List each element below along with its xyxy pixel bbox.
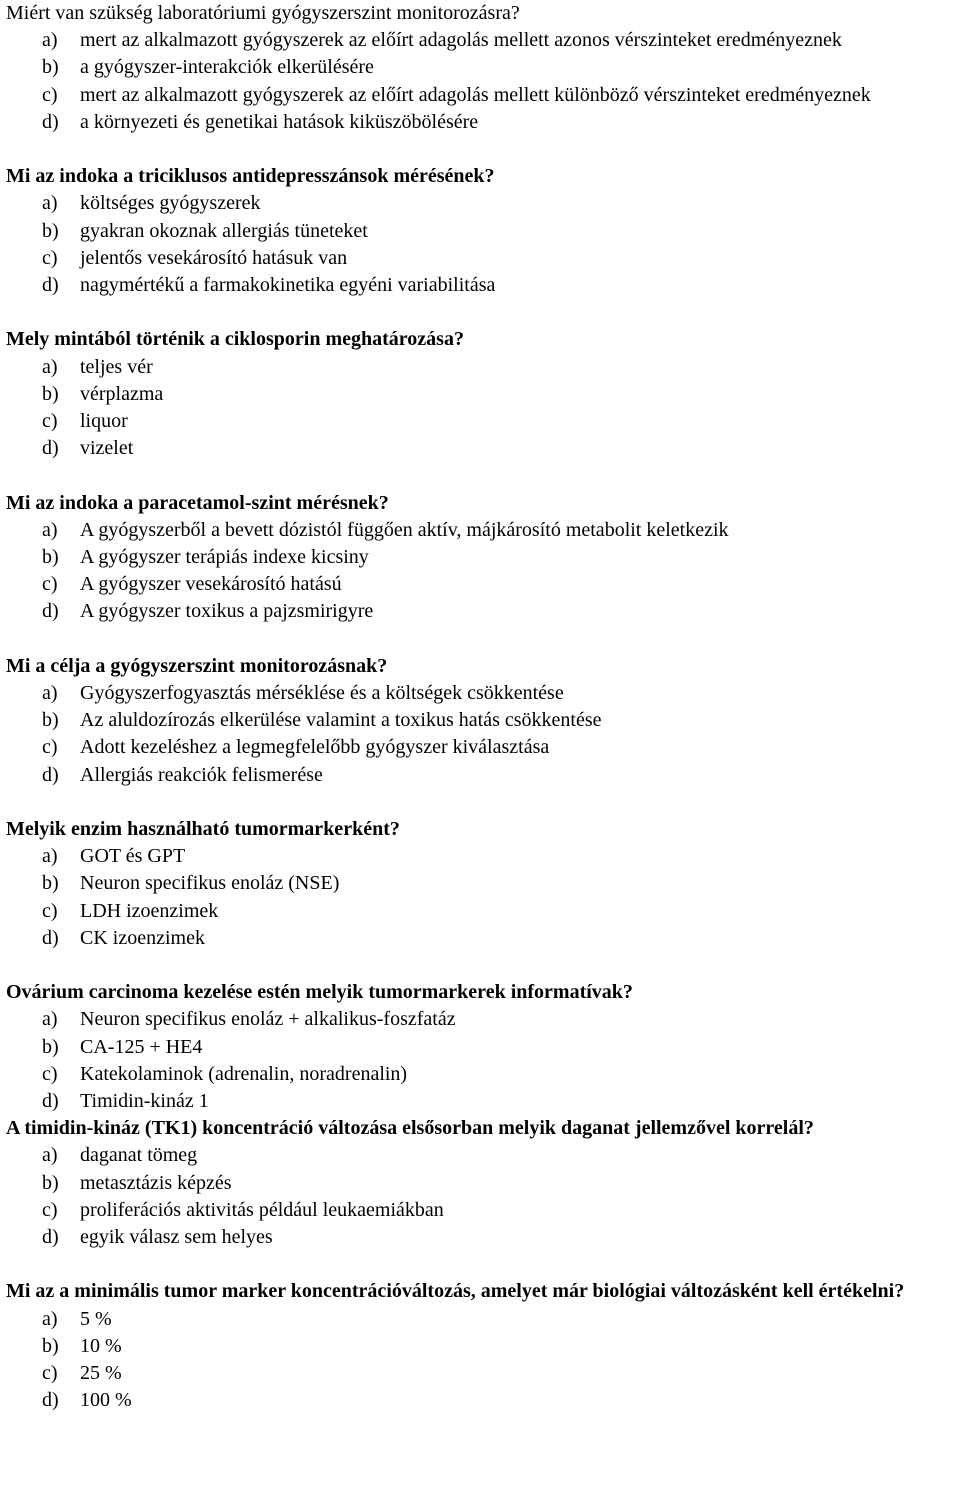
question-block [6, 490, 956, 626]
answer-text: proliferációs aktivitás például leukaemiákban [80, 1198, 444, 1221]
answer-list [6, 843, 956, 952]
answer-list [6, 680, 956, 789]
question-block [6, 1115, 956, 1251]
quiz-document [6, 0, 956, 1442]
answer-option-d [6, 598, 956, 625]
answer-list [6, 1006, 956, 1115]
answer-option-b [6, 544, 956, 571]
answer-list [6, 1142, 956, 1251]
question-text: Miért van szükség laboratóriumi gyógyszerszint monitorozásra? [6, 2, 520, 24]
answer-text: vizelet [80, 437, 134, 460]
answer-letter: a) [42, 845, 58, 868]
answer-letter: a) [42, 682, 58, 705]
question-block [6, 1278, 956, 1414]
answer-letter: c) [42, 899, 58, 922]
answer-text: mert az alkalmazott gyógyszerek az előírt adagolás mellett azonos vérszinteket eredményeznek [80, 29, 842, 52]
answer-option-d [6, 762, 956, 789]
answer-text: Neuron specifikus enoláz (NSE) [80, 872, 340, 895]
answer-letter: b) [42, 872, 59, 895]
answer-text: A gyógyszer toxikus a pajzsmirigyre [80, 600, 374, 623]
answer-text: liquor [80, 410, 128, 433]
answer-option-d [6, 1387, 956, 1414]
answer-letter: d) [42, 437, 59, 460]
question-block [6, 653, 956, 789]
answer-text: Az aluldozírozás elkerülése valamint a toxikus hatás csökkentése [80, 709, 602, 732]
answer-text: A gyógyszerből a bevett dózistól függően aktív, májkárosító metabolit keletkezik [80, 518, 729, 541]
answer-letter: b) [42, 1334, 59, 1357]
answer-text: nagymértékű a farmakokinetika egyéni variabilitása [80, 274, 496, 297]
answer-option-b [6, 218, 956, 245]
answer-text: LDH izoenzimek [80, 899, 219, 922]
answer-letter: b) [42, 219, 59, 242]
answer-text: GOT és GPT [80, 845, 186, 868]
answer-option-c [6, 1360, 956, 1387]
answer-letter: c) [42, 410, 58, 433]
answer-option-b [6, 1333, 956, 1360]
answer-letter: a) [42, 29, 58, 52]
answer-option-c [6, 408, 956, 435]
answer-letter: b) [42, 546, 59, 569]
answer-option-b [6, 1034, 956, 1061]
answer-text: A gyógyszer vesekárosító hatású [80, 573, 342, 596]
answer-option-a [6, 680, 956, 707]
answer-option-a [6, 1142, 956, 1169]
answer-text: egyik válasz sem helyes [80, 1226, 273, 1249]
answer-list [6, 27, 956, 136]
answer-option-b [6, 707, 956, 734]
answer-letter: b) [42, 56, 59, 79]
answer-list [6, 517, 956, 626]
answer-letter: a) [42, 1144, 58, 1167]
question-text: Mely mintából történik a ciklosporin meghatározása? [6, 328, 464, 351]
question-text: Mi az indoka a triciklusos antidepresszánsok mérésének? [6, 165, 495, 188]
answer-letter: b) [42, 709, 59, 732]
answer-text: jelentős vesekárosító hatásuk van [80, 246, 348, 269]
answer-option-a [6, 517, 956, 544]
answer-letter: b) [42, 1035, 59, 1058]
answer-option-d [6, 1224, 956, 1251]
answer-letter: d) [42, 274, 59, 297]
answer-option-a [6, 27, 956, 54]
answer-text: költséges gyógyszerek [80, 192, 261, 215]
answer-option-a [6, 190, 956, 217]
question-text: A timidin-kináz (TK1) koncentráció változása elsősorban melyik daganat jellemzővel korrelál? [6, 1117, 814, 1140]
answer-letter: c) [42, 83, 58, 106]
question-text: Melyik enzim használható tumormarkerként? [6, 818, 400, 841]
answer-letter: b) [42, 1171, 59, 1194]
answer-text: a gyógyszer-interakciók elkerülésére [80, 56, 374, 79]
answer-letter: d) [42, 763, 59, 786]
answer-text: teljes vér [80, 355, 153, 378]
answer-option-d [6, 435, 956, 462]
answer-option-c [6, 245, 956, 272]
answer-option-c [6, 898, 956, 925]
answer-option-c [6, 82, 956, 109]
question-text: Mi az indoka a paracetamol-szint mérésnek? [6, 491, 389, 514]
answer-option-a [6, 1306, 956, 1333]
answer-option-b [6, 1170, 956, 1197]
answer-text: Neuron specifikus enoláz + alkalikus-foszfatáz [80, 1008, 456, 1031]
answer-text: Adott kezeléshez a legmegfelelőbb gyógyszer kiválasztása [80, 736, 550, 759]
question-block [6, 163, 956, 299]
answer-letter: a) [42, 1307, 58, 1330]
answer-letter: c) [42, 1198, 58, 1221]
answer-option-c [6, 734, 956, 761]
answer-text: vérplazma [80, 382, 164, 405]
answer-text: 10 % [80, 1334, 122, 1357]
answer-letter: c) [42, 573, 58, 596]
answer-text: Katekolaminok (adrenalin, noradrenalin) [80, 1062, 408, 1085]
answer-text: CK izoenzimek [80, 926, 205, 949]
answer-option-d [6, 109, 956, 136]
answer-text: Timidin-kináz 1 [80, 1090, 209, 1113]
answer-list [6, 1306, 956, 1415]
answer-text: CA-125 + HE4 [80, 1035, 203, 1058]
answer-letter: c) [42, 736, 58, 759]
answer-text: gyakran okoznak allergiás tüneteket [80, 219, 368, 242]
answer-letter: a) [42, 192, 58, 215]
answer-letter: d) [42, 600, 59, 623]
answer-text: daganat tömeg [80, 1144, 198, 1167]
answer-letter: d) [42, 110, 59, 133]
answer-letter: d) [42, 1389, 59, 1412]
answer-option-a [6, 843, 956, 870]
answer-option-b [6, 54, 956, 81]
answer-text: mert az alkalmazott gyógyszerek az előírt adagolás mellett különböző vérszinteket eredményeznek [80, 83, 871, 106]
answer-option-d [6, 1088, 956, 1115]
answer-text: Allergiás reakciók felismerése [80, 763, 323, 786]
answer-option-b [6, 381, 956, 408]
answer-text: A gyógyszer terápiás indexe kicsiny [80, 546, 369, 569]
answer-list [6, 354, 956, 463]
answer-letter: c) [42, 1062, 58, 1085]
answer-text: 25 % [80, 1362, 122, 1385]
answer-option-b [6, 870, 956, 897]
answer-letter: c) [42, 246, 58, 269]
answer-text: 100 % [80, 1389, 132, 1412]
answer-text: 5 % [80, 1307, 112, 1330]
answer-text: Gyógyszerfogyasztás mérséklése és a költségek csökkentése [80, 682, 564, 705]
question-block [6, 326, 956, 462]
question-text: Ovárium carcinoma kezelése estén melyik tumormarkerek informatívak? [6, 981, 633, 1004]
answer-option-c [6, 1197, 956, 1224]
question-block [6, 816, 956, 952]
answer-letter: d) [42, 1226, 59, 1249]
answer-letter: a) [42, 1008, 58, 1031]
answer-letter: d) [42, 926, 59, 949]
answer-letter: a) [42, 518, 58, 541]
answer-list [6, 190, 956, 299]
answer-option-a [6, 354, 956, 381]
question-text: Mi az a minimális tumor marker koncentrációváltozás, amelyet már biológiai változásként kell értékelni? [6, 1280, 905, 1303]
answer-option-d [6, 925, 956, 952]
answer-option-c [6, 571, 956, 598]
answer-letter: d) [42, 1090, 59, 1113]
answer-letter: b) [42, 382, 59, 405]
answer-option-d [6, 272, 956, 299]
answer-letter: a) [42, 355, 58, 378]
answer-text: metasztázis képzés [80, 1171, 232, 1194]
answer-text: a környezeti és genetikai hatások kiküszöbölésére [80, 110, 479, 133]
answer-option-a [6, 1006, 956, 1033]
question-block [6, 0, 956, 136]
answer-option-c [6, 1061, 956, 1088]
question-text: Mi a célja a gyógyszerszint monitorozásnak? [6, 654, 388, 677]
answer-letter: c) [42, 1362, 58, 1385]
question-block [6, 979, 956, 1115]
